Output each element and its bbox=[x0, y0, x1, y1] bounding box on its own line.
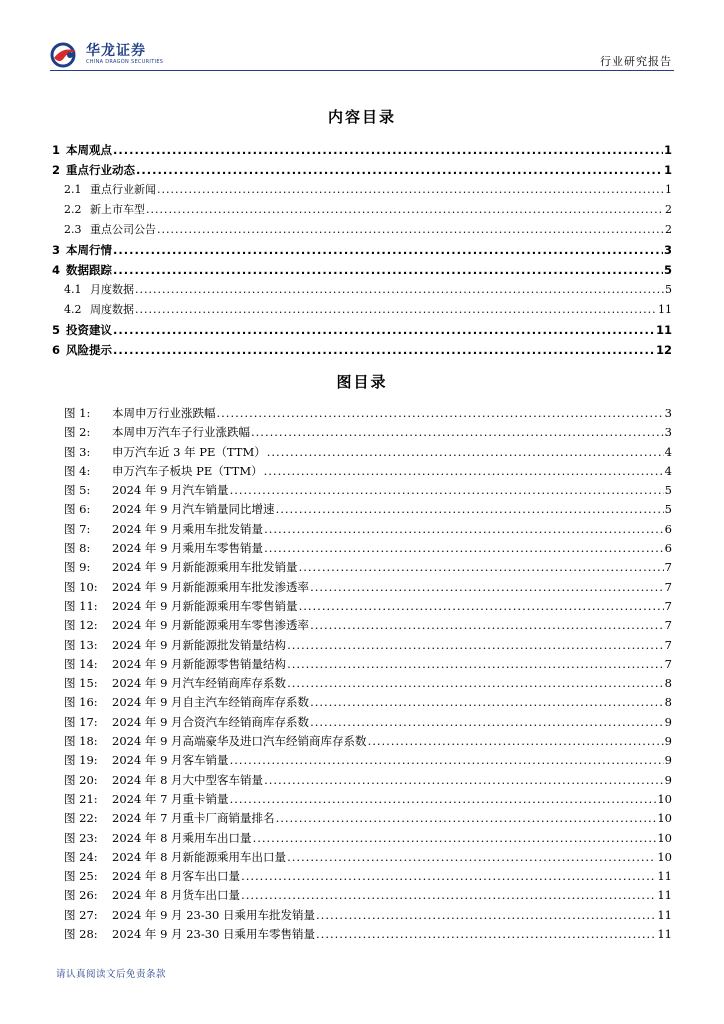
logo-english-name: CHINA DRAGON SECURITIES bbox=[86, 59, 164, 65]
figure-entry-label: 2024 年 9 月新能源批发销量结构 bbox=[112, 637, 287, 652]
dot-leader bbox=[241, 867, 656, 886]
dot-leader bbox=[113, 140, 663, 160]
figure-entry-title bbox=[64, 790, 229, 809]
dot-leader bbox=[146, 200, 664, 220]
figure-entry[interactable] bbox=[52, 886, 672, 905]
figure-entry-page-number: 9 bbox=[664, 772, 672, 787]
figure-entry-label: 2024 年 9 月高端豪华及进口汽车经销商库存系数 bbox=[112, 734, 367, 749]
figure-entry-number: 图 22: bbox=[64, 811, 98, 826]
figure-entry-page-number: 3 bbox=[664, 406, 672, 420]
figure-entry[interactable] bbox=[52, 713, 672, 732]
figure-entry-title bbox=[64, 906, 315, 925]
figure-entry[interactable] bbox=[52, 481, 672, 500]
dot-leader bbox=[299, 597, 664, 616]
toc-subsection-entry-label: 新上市车型 bbox=[90, 203, 145, 216]
toc-section-entry-label: 本周观点 bbox=[66, 143, 112, 157]
dot-leader bbox=[241, 886, 656, 905]
figure-entry-label: 本周申万汽车子行业涨跌幅 bbox=[112, 425, 250, 440]
toc-subsection-entry-title bbox=[64, 220, 156, 240]
toc-section-entry[interactable] bbox=[52, 340, 672, 360]
figure-entry-title bbox=[64, 829, 252, 848]
figure-entry-page-number: 10 bbox=[657, 811, 672, 826]
figure-entry-page-number: 6 bbox=[664, 541, 672, 556]
toc-section-entry-page-number: 11 bbox=[655, 323, 672, 337]
report-type-label: 行业研究报告 bbox=[600, 55, 672, 68]
toc-section-entry-number: 5 bbox=[52, 323, 61, 337]
dot-leader bbox=[287, 674, 664, 693]
figure-entry-label: 2024 年 7 月重卡销量 bbox=[112, 791, 229, 806]
figure-entry-title bbox=[64, 443, 266, 462]
toc-subsection-entry[interactable] bbox=[52, 200, 672, 220]
toc-subsection-entry-title bbox=[64, 200, 145, 220]
figure-entry[interactable] bbox=[52, 443, 672, 462]
figure-entry-number: 图 14: bbox=[64, 656, 98, 671]
figure-entry-label: 2024 年 9 月汽车销量 bbox=[112, 483, 229, 498]
figure-entry-page-number: 10 bbox=[657, 830, 672, 845]
figure-entry[interactable] bbox=[52, 867, 672, 886]
figure-entry-page-number: 7 bbox=[664, 579, 672, 594]
figure-entry[interactable] bbox=[52, 616, 672, 635]
figure-entry-number: 图 6: bbox=[64, 502, 91, 517]
toc-section-entry-title bbox=[52, 320, 112, 340]
figure-entry-page-number: 5 bbox=[664, 502, 672, 517]
figure-entry-page-number: 7 bbox=[664, 560, 672, 575]
toc-subsection-entry-number: 2.1 bbox=[64, 183, 82, 196]
figure-entry-label: 申万汽车近 3 年 PE（TTM） bbox=[112, 444, 266, 459]
figure-entry-label: 2024 年 8 月新能源乘用车出口量 bbox=[112, 849, 287, 864]
dot-leader bbox=[316, 925, 656, 944]
dot-leader bbox=[157, 220, 664, 240]
dot-leader bbox=[251, 423, 664, 442]
dot-leader bbox=[135, 280, 664, 300]
figure-entry[interactable] bbox=[52, 771, 672, 790]
figure-entry-page-number: 4 bbox=[664, 444, 672, 459]
figure-entry-page-number: 4 bbox=[664, 463, 672, 478]
figure-entry[interactable] bbox=[52, 500, 672, 519]
figure-entry[interactable] bbox=[52, 578, 672, 597]
figure-entry-page-number: 7 bbox=[664, 637, 672, 652]
dot-leader bbox=[310, 693, 664, 712]
toc-subsection-entry-number: 2.2 bbox=[64, 203, 82, 216]
figure-entry-title bbox=[64, 886, 240, 905]
figure-entry-title bbox=[64, 520, 263, 539]
dot-leader bbox=[316, 906, 656, 925]
dot-leader bbox=[157, 180, 664, 200]
figure-entry-page-number: 9 bbox=[664, 734, 672, 749]
figure-entry-page-number: 11 bbox=[657, 888, 672, 903]
figure-entry[interactable] bbox=[52, 597, 672, 616]
dot-leader bbox=[230, 751, 664, 770]
figure-entry-page-number: 11 bbox=[657, 907, 672, 922]
figure-entry-label: 2024 年 9 月自主汽车经销商库存系数 bbox=[112, 695, 310, 710]
dot-leader bbox=[217, 404, 664, 423]
figure-entry[interactable] bbox=[52, 906, 672, 925]
figure-entry-number: 图 16: bbox=[64, 695, 98, 710]
figure-entry-number: 图 25: bbox=[64, 869, 98, 884]
dot-leader bbox=[310, 713, 664, 732]
figure-entry[interactable] bbox=[52, 925, 672, 944]
figure-entry-label: 2024 年 9 月客车销量 bbox=[112, 753, 229, 768]
toc-subsection-entry[interactable] bbox=[52, 180, 672, 200]
figure-entry-number: 图 1: bbox=[64, 406, 91, 420]
figure-entry-title bbox=[64, 578, 309, 597]
toc-subsection-entry-page-number: 1 bbox=[665, 183, 672, 196]
figure-entry-page-number: 7 bbox=[664, 598, 672, 613]
toc-subsection-entry[interactable] bbox=[52, 280, 672, 300]
figure-entry-number: 图 8: bbox=[64, 541, 91, 556]
toc-section-entry-label: 数据跟踪 bbox=[66, 263, 112, 277]
figure-entry-title bbox=[64, 848, 286, 867]
figure-entry[interactable] bbox=[52, 848, 672, 867]
figure-entry-label: 2024 年 9 月新能源乘用车批发销量 bbox=[112, 560, 298, 575]
figure-entry-label: 2024 年 8 月乘用车出口量 bbox=[112, 830, 252, 845]
toc-section-entry[interactable] bbox=[52, 260, 672, 280]
figure-entry-label: 申万汽车子板块 PE（TTM） bbox=[112, 463, 263, 478]
figure-entry-label: 2024 年 9 月新能源乘用车零售渗透率 bbox=[112, 618, 310, 633]
toc-section-entry-label: 投资建议 bbox=[66, 323, 112, 337]
toc-section-entry-page-number: 3 bbox=[663, 243, 672, 257]
figure-entry-title bbox=[64, 732, 367, 751]
dragon-logo-icon bbox=[50, 42, 80, 68]
figure-list-title: 图目录 bbox=[336, 373, 388, 391]
page-header bbox=[0, 0, 724, 80]
disclaimer-note: 请认真阅读文后免责条款 bbox=[56, 969, 167, 980]
figure-entry-number: 图 11: bbox=[64, 598, 98, 613]
figure-entry-number: 图 10: bbox=[64, 579, 98, 594]
toc-section-entry-title bbox=[52, 340, 112, 360]
figure-entry-title bbox=[64, 751, 229, 770]
figure-entry-title bbox=[64, 500, 275, 519]
figure-entry-page-number: 9 bbox=[664, 714, 672, 729]
figure-entry-title bbox=[64, 636, 286, 655]
figure-entry-number: 图 4: bbox=[64, 463, 91, 478]
toc-section-entry-page-number: 1 bbox=[663, 163, 672, 177]
toc-section-entry-title bbox=[52, 260, 112, 280]
dot-leader bbox=[310, 578, 664, 597]
figure-entry-page-number: 10 bbox=[657, 791, 672, 806]
figure-entry-number: 图 9: bbox=[64, 560, 91, 575]
toc-section-entry-title bbox=[52, 140, 112, 160]
figure-entry-number: 图 21: bbox=[64, 791, 98, 806]
figure-entry-page-number: 3 bbox=[664, 425, 672, 440]
figure-entry-title bbox=[64, 713, 309, 732]
figure-entry-number: 图 19: bbox=[64, 753, 98, 768]
figure-entry-number: 图 18: bbox=[64, 734, 98, 749]
figure-entry-title bbox=[64, 655, 286, 674]
toc-title: 内容目录 bbox=[327, 108, 396, 126]
toc-subsection-entry-title bbox=[64, 280, 134, 300]
figure-entry-page-number: 10 bbox=[657, 849, 672, 864]
dot-leader bbox=[253, 829, 657, 848]
toc-section-entry[interactable] bbox=[52, 320, 672, 340]
dot-leader bbox=[264, 771, 664, 790]
figure-entry-number: 图 2: bbox=[64, 425, 91, 440]
figure-entry-number: 图 12: bbox=[64, 618, 98, 633]
toc-subsection-entry-label: 月度数据 bbox=[90, 283, 134, 296]
figure-entry-label: 2024 年 9 月汽车经销商库存系数 bbox=[112, 676, 287, 691]
dot-leader bbox=[113, 320, 655, 340]
toc-section-entry-page-number: 5 bbox=[663, 263, 672, 277]
figure-entry-number: 图 3: bbox=[64, 444, 91, 459]
table-of-contents bbox=[52, 140, 672, 360]
toc-section-entry-title bbox=[52, 160, 135, 180]
dot-leader bbox=[136, 160, 663, 180]
figure-entry[interactable] bbox=[52, 790, 672, 809]
dot-leader bbox=[113, 240, 663, 260]
dot-leader bbox=[264, 462, 664, 481]
toc-section-entry[interactable] bbox=[52, 140, 672, 160]
figure-entry-title bbox=[64, 771, 263, 790]
figure-entry-number: 图 26: bbox=[64, 888, 98, 903]
figure-entry-title bbox=[64, 423, 250, 442]
figure-entry-title bbox=[64, 867, 240, 886]
figure-entry-page-number: 7 bbox=[664, 618, 672, 633]
figure-entry-page-number: 5 bbox=[664, 483, 672, 498]
toc-subsection-entry-label: 重点公司公告 bbox=[90, 223, 156, 236]
figure-entry-title bbox=[64, 597, 298, 616]
toc-subsection-entry-title bbox=[64, 180, 156, 200]
figure-entry[interactable] bbox=[52, 520, 672, 539]
dot-leader bbox=[276, 500, 664, 519]
figure-entry-page-number: 11 bbox=[657, 927, 672, 942]
toc-section-entry-number: 4 bbox=[52, 263, 61, 277]
figure-entry-number: 图 15: bbox=[64, 676, 98, 691]
figure-entry-page-number: 6 bbox=[664, 521, 672, 536]
header-divider bbox=[50, 70, 674, 71]
dot-leader bbox=[264, 520, 664, 539]
figure-entry[interactable] bbox=[52, 732, 672, 751]
figure-entry-number: 图 20: bbox=[64, 772, 98, 787]
dot-leader bbox=[264, 539, 664, 558]
figure-entry-label: 2024 年 8 月大中型客车销量 bbox=[112, 772, 264, 787]
toc-section-entry-page-number: 1 bbox=[663, 143, 672, 157]
figure-entry[interactable] bbox=[52, 423, 672, 442]
figure-entry-label: 2024 年 9 月合资汽车经销商库存系数 bbox=[112, 714, 310, 729]
figure-entry[interactable] bbox=[52, 462, 672, 481]
toc-section-entry-number: 6 bbox=[52, 343, 61, 357]
figure-entry-title bbox=[64, 809, 275, 828]
figure-entry[interactable] bbox=[52, 539, 672, 558]
figure-entry[interactable] bbox=[52, 674, 672, 693]
figure-entry-page-number: 11 bbox=[657, 869, 672, 884]
figure-entry-label: 本周申万行业涨跌幅 bbox=[112, 406, 216, 420]
figure-entry-title bbox=[64, 693, 309, 712]
figure-entry[interactable] bbox=[52, 751, 672, 770]
toc-section-entry[interactable] bbox=[52, 160, 672, 180]
dot-leader bbox=[287, 636, 664, 655]
figure-entry-number: 图 7: bbox=[64, 521, 91, 536]
figure-entry[interactable] bbox=[52, 809, 672, 828]
dot-leader bbox=[368, 732, 664, 751]
figure-entry-number: 图 24: bbox=[64, 849, 98, 864]
figure-entry[interactable] bbox=[52, 636, 672, 655]
toc-section-entry-page-number: 12 bbox=[655, 343, 672, 357]
toc-section-entry-number: 2 bbox=[52, 163, 61, 177]
dot-leader bbox=[113, 340, 655, 360]
toc-subsection-entry-label: 周度数据 bbox=[90, 303, 134, 316]
dot-leader bbox=[310, 616, 664, 635]
dot-leader bbox=[135, 300, 657, 320]
figure-entry-page-number: 7 bbox=[664, 656, 672, 671]
figure-entry-number: 图 13: bbox=[64, 637, 98, 652]
toc-subsection-entry-number: 4.2 bbox=[64, 303, 82, 316]
figure-entry-label: 2024 年 8 月货车出口量 bbox=[112, 888, 241, 903]
toc-subsection-entry-title bbox=[64, 300, 134, 320]
figure-entry[interactable] bbox=[52, 693, 672, 712]
toc-subsection-entry[interactable] bbox=[52, 300, 672, 320]
figure-entry-title bbox=[64, 404, 216, 423]
dot-leader bbox=[299, 558, 664, 577]
figure-entry-title bbox=[64, 462, 263, 481]
dot-leader bbox=[287, 655, 664, 674]
dot-leader bbox=[230, 790, 657, 809]
toc-subsection-entry-page-number: 2 bbox=[665, 203, 672, 216]
figure-entry-title bbox=[64, 558, 298, 577]
dot-leader bbox=[113, 260, 663, 280]
figure-entry-label: 2024 年 9 月乘用车批发销量 bbox=[112, 521, 264, 536]
dot-leader bbox=[267, 443, 664, 462]
toc-subsection-entry-number: 4.1 bbox=[64, 283, 82, 296]
figure-entry-label: 2024 年 9 月乘用车零售销量 bbox=[112, 541, 264, 556]
figure-entry-label: 2024 年 9 月汽车销量同比增速 bbox=[112, 502, 275, 517]
toc-subsection-entry-page-number: 2 bbox=[665, 223, 672, 236]
dot-leader bbox=[230, 481, 664, 500]
toc-section-entry-label: 重点行业动态 bbox=[66, 163, 135, 177]
toc-section-entry-number: 1 bbox=[52, 143, 61, 157]
figure-entry-number: 图 23: bbox=[64, 830, 98, 845]
figure-entry-number: 图 28: bbox=[64, 927, 98, 942]
dot-leader bbox=[276, 809, 657, 828]
figure-entry-title bbox=[64, 481, 229, 500]
figure-entry-label: 2024 年 8 月客车出口量 bbox=[112, 869, 241, 884]
figure-entry-page-number: 8 bbox=[664, 676, 672, 691]
company-logo bbox=[50, 42, 163, 68]
toc-section-entry-label: 本周行情 bbox=[66, 243, 112, 257]
figure-entry-page-number: 9 bbox=[664, 753, 672, 768]
figure-entry-number: 图 17: bbox=[64, 714, 98, 729]
figure-entry-title bbox=[64, 616, 309, 635]
toc-subsection-entry[interactable] bbox=[52, 220, 672, 240]
figure-entry-label: 2024 年 9 月 23-30 日乘用车零售销量 bbox=[112, 927, 316, 942]
dot-leader bbox=[287, 848, 656, 867]
figure-entry-label: 2024 年 9 月新能源乘用车批发渗透率 bbox=[112, 579, 310, 594]
toc-subsection-entry-label: 重点行业新闻 bbox=[90, 183, 156, 196]
figure-entry-page-number: 8 bbox=[664, 695, 672, 710]
toc-section-entry[interactable] bbox=[52, 240, 672, 260]
figure-entry[interactable] bbox=[52, 404, 672, 423]
figure-list bbox=[52, 404, 672, 944]
toc-section-entry-label: 风险提示 bbox=[66, 343, 112, 357]
toc-subsection-entry-number: 2.3 bbox=[64, 223, 82, 236]
figure-entry-title bbox=[64, 925, 315, 944]
figure-entry-label: 2024 年 7 月重卡厂商销量排名 bbox=[112, 811, 275, 826]
figure-entry-title bbox=[64, 674, 286, 693]
figure-entry[interactable] bbox=[52, 829, 672, 848]
figure-entry[interactable] bbox=[52, 558, 672, 577]
logo-chinese-name: 华龙证券 bbox=[86, 43, 146, 59]
figure-entry[interactable] bbox=[52, 655, 672, 674]
figure-entry-title bbox=[64, 539, 263, 558]
toc-section-entry-number: 3 bbox=[52, 243, 61, 257]
figure-entry-number: 图 27: bbox=[64, 907, 98, 922]
toc-subsection-entry-page-number: 5 bbox=[665, 283, 672, 296]
toc-subsection-entry-page-number: 11 bbox=[658, 303, 672, 316]
figure-entry-number: 图 5: bbox=[64, 483, 91, 498]
figure-entry-label: 2024 年 9 月新能源零售销量结构 bbox=[112, 656, 287, 671]
figure-entry-label: 2024 年 9 月 23-30 日乘用车批发销量 bbox=[112, 907, 316, 922]
figure-entry-label: 2024 年 9 月新能源乘用车零售销量 bbox=[112, 598, 298, 613]
toc-section-entry-title bbox=[52, 240, 112, 260]
